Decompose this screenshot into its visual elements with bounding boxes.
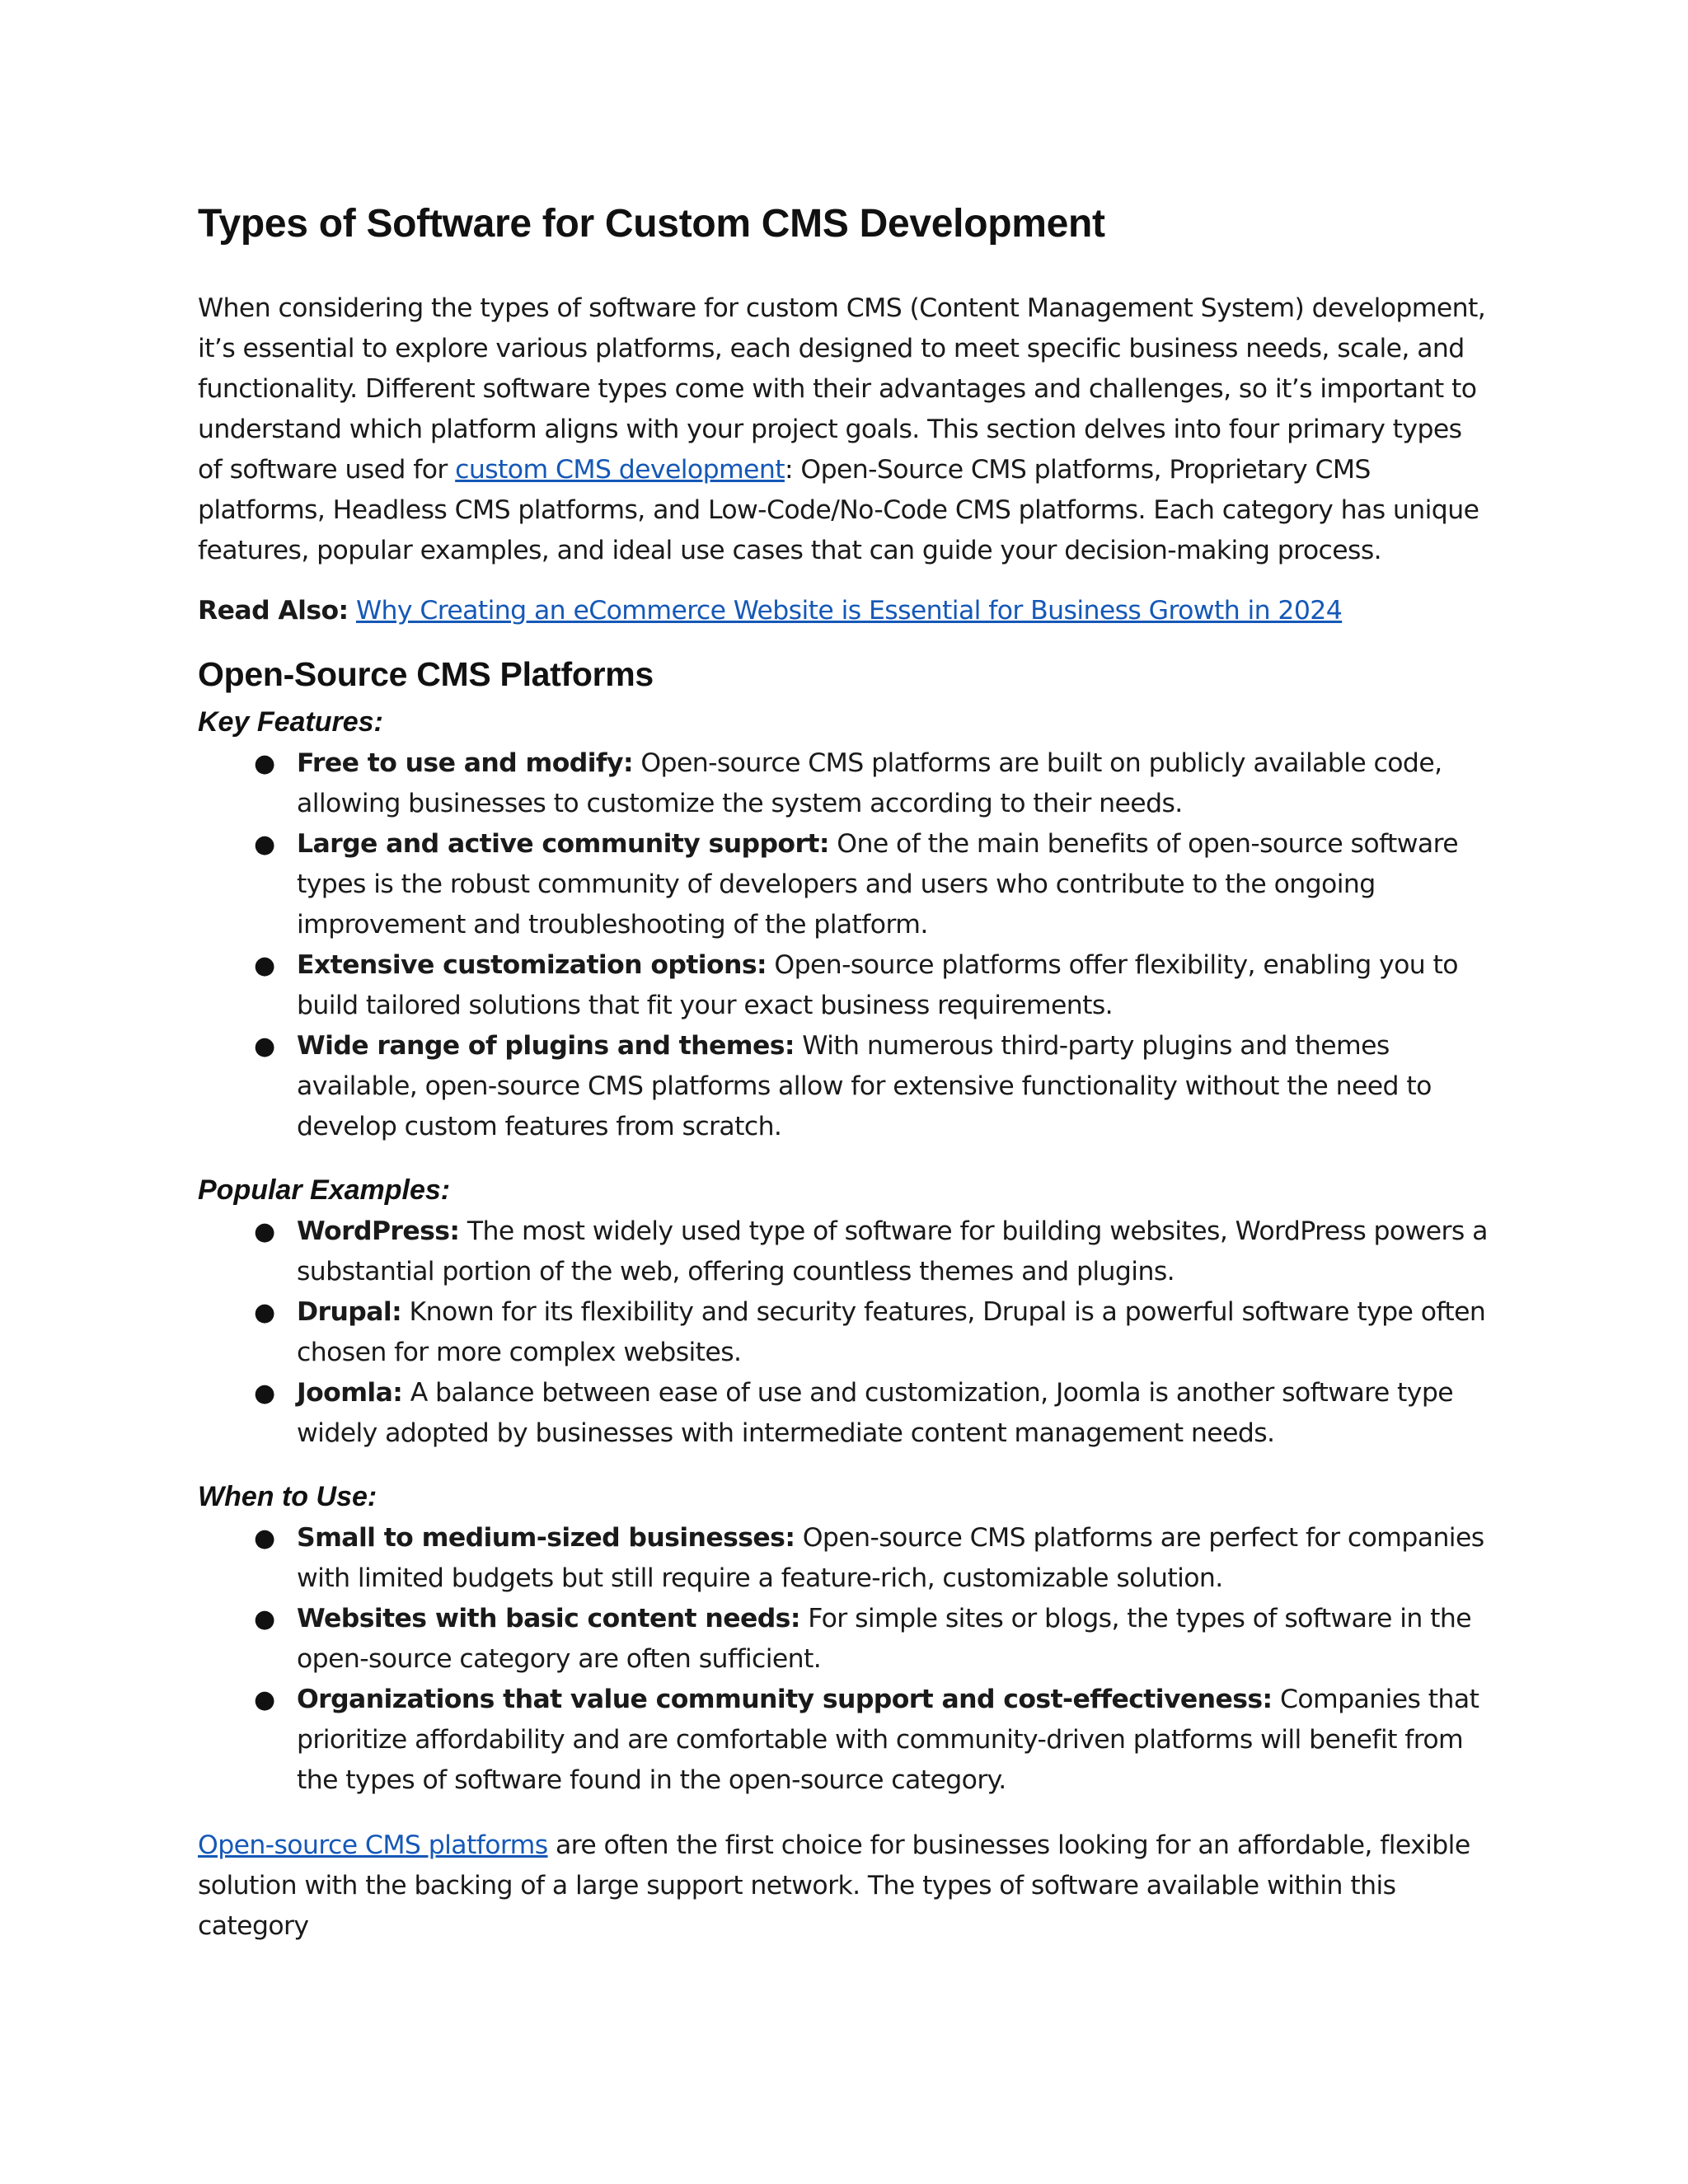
list-item [198, 945, 1490, 1026]
bullet-icon: ● [254, 951, 275, 980]
item-text: Known for its flexibility and security features, Drupal is a powerful software type often chosen for more complex websites. [297, 1297, 1486, 1367]
section-heading-open-source: Open-Source CMS Platforms [198, 655, 654, 693]
item-text: Open-source CMS platforms are perfect for companies with limited budgets but still require a feature-rich, customizable solution. [297, 1523, 1484, 1593]
read-also-label: Read Also: [198, 596, 349, 626]
bullet-icon: ● [254, 749, 275, 778]
bullet-icon: ● [254, 1524, 275, 1553]
list-item [198, 1212, 1490, 1292]
bullet-icon: ● [254, 1685, 275, 1714]
key-features-heading: Key Features: [198, 706, 383, 738]
item-text: One of the main benefits of open-source software types is the robust community of developers and users who contribute to the ongoing improvement and troubleshooting of the platform. [297, 829, 1459, 940]
popular-examples-list [198, 1212, 1490, 1454]
list-item [198, 1680, 1490, 1801]
item-label: Wide range of plugins and themes: [297, 1031, 795, 1061]
custom-cms-development-link[interactable]: custom CMS development [455, 455, 785, 485]
closing-paragraph [198, 1825, 1490, 1947]
bullet-icon: ● [254, 1032, 275, 1061]
item-label: WordPress: [297, 1216, 460, 1246]
list-item [198, 1373, 1490, 1454]
when-to-use-heading: When to Use: [198, 1481, 377, 1512]
page-title: Types of Software for Custom CMS Development [198, 202, 1105, 246]
item-text: Companies that prioritize affordability and are comfortable with community-driven platforms will benefit from the types of software found in the open-source category. [297, 1685, 1479, 1795]
list-item [198, 824, 1490, 945]
item-text: With numerous third-party plugins and themes available, open-source CMS platforms allow for extensive functionality without the need to develop custom features from scratch. [297, 1031, 1432, 1141]
item-label: Small to medium-sized businesses: [297, 1523, 795, 1553]
intro-paragraph [198, 288, 1490, 571]
bullet-icon: ● [254, 1379, 275, 1408]
item-text: A balance between ease of use and customization, Joomla is another software type widely adopted by businesses with intermediate content management needs. [297, 1378, 1453, 1448]
bullet-icon: ● [254, 1298, 275, 1327]
item-label: Drupal: [297, 1297, 402, 1327]
list-item [198, 1026, 1490, 1147]
item-label: Joomla: [297, 1378, 403, 1408]
item-text: The most widely used type of software for building websites, WordPress powers a substantial portion of the web, offering countless themes and plugins. [297, 1216, 1488, 1286]
intro-text-continued: : Open-Source CMS platforms, Proprietary CMS platforms, Headless CMS platforms, and Low-Code/No-Code CMS platforms. Each category has unique features, popular examples, and ideal use cases that can guide your decision-making process. [198, 455, 1479, 565]
item-label: Extensive customization options: [297, 950, 767, 980]
item-label: Large and active community support: [297, 829, 829, 859]
key-features-list [198, 743, 1490, 1147]
read-also-link[interactable]: Why Creating an eCommerce Website is Essential for Business Growth in 2024 [355, 596, 1343, 626]
item-text: For simple sites or blogs, the types of software in the open-source category are often sufficient. [297, 1604, 1472, 1674]
list-item [198, 743, 1490, 824]
read-also [198, 591, 1490, 631]
closing-text: are often the first choice for businesses looking for an affordable, flexible solution with the backing of a large support network. The types of software available within this category [198, 1830, 1470, 1941]
when-to-use-list [198, 1518, 1490, 1801]
item-text: Open-source CMS platforms are built on publicly available code, allowing businesses to customize the system according to their needs. [297, 748, 1442, 818]
item-label: Organizations that value community support and cost-effectiveness: [297, 1685, 1273, 1714]
list-item [198, 1292, 1490, 1373]
item-text: Open-source platforms offer flexibility, enabling you to build tailored solutions that fit your exact business requirements. [297, 950, 1458, 1020]
list-item [198, 1599, 1490, 1680]
item-label: Websites with basic content needs: [297, 1604, 800, 1633]
bullet-icon: ● [254, 1217, 275, 1246]
list-item [198, 1518, 1490, 1599]
item-label: Free to use and modify: [297, 748, 633, 778]
open-source-cms-link[interactable]: Open-source CMS platforms [198, 1830, 548, 1860]
bullet-icon: ● [254, 1605, 275, 1633]
bullet-icon: ● [254, 830, 275, 859]
intro-text: When considering the types of software for custom CMS (Content Management System) development, it’s essential to explore various platforms, each designed to meet specific business needs, scale, and functionality. Different software types come with their advantages and challenges, so it’s important to understand which platform aligns with your project goals. This section delves into four primary types of software used for [198, 293, 1486, 485]
popular-examples-heading: Popular Examples: [198, 1174, 451, 1206]
